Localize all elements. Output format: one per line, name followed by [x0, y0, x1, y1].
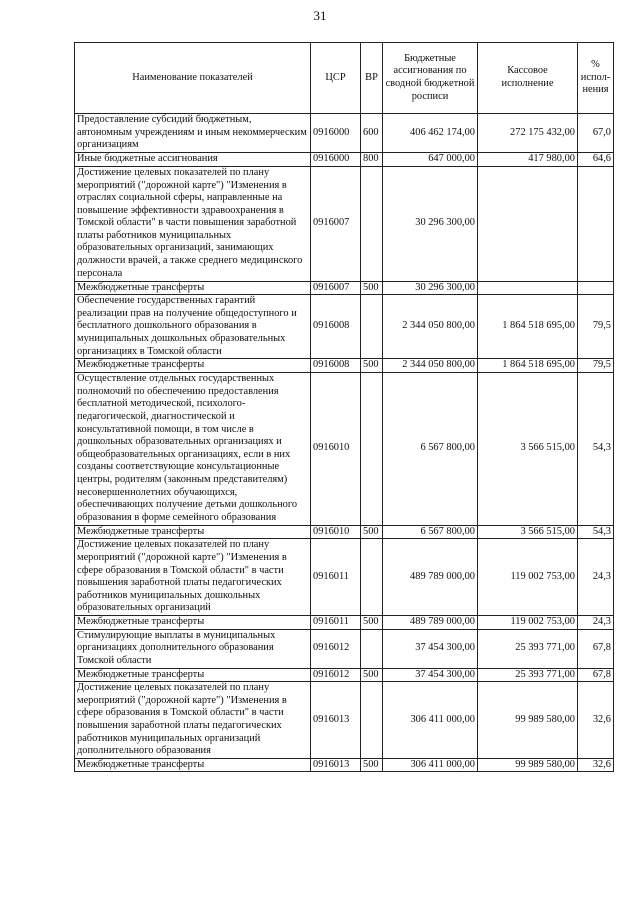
row-name: Иные бюджетные ассигнования — [75, 153, 311, 167]
table-row — [75, 629, 614, 668]
row-percent: 24,3 — [578, 539, 614, 616]
row-budget: 306 411 000,00 — [383, 758, 478, 772]
row-cash: 99 989 580,00 — [478, 758, 578, 772]
row-name: Достижение целевых показателей по плану мероприятий ("дорожной карте") "Изменения в сфере образования в Томской области" в части повышения заработной платы педагогических работников муниципальных дошкольных образовательных организаций — [75, 539, 311, 616]
row-name: Межбюджетные трансферты — [75, 668, 311, 682]
row-vr: 500 — [361, 525, 383, 539]
row-vr: 500 — [361, 758, 383, 772]
row-cash: 272 175 432,00 — [478, 114, 578, 153]
row-budget: 30 296 300,00 — [383, 166, 478, 281]
row-csr: 0916007 — [311, 166, 361, 281]
table-row — [75, 166, 614, 281]
row-name: Достижение целевых показателей по плану мероприятий ("дорожной карте") "Изменения в сфере образования в Томской области" в части повышения заработной платы педагогических работников муниципальных организаций дополнительного образования — [75, 682, 311, 759]
row-budget: 2 344 050 800,00 — [383, 359, 478, 373]
row-name: Межбюджетные трансферты — [75, 615, 311, 629]
row-cash — [478, 166, 578, 281]
table-header-row — [75, 43, 614, 114]
row-cash: 3 566 515,00 — [478, 372, 578, 525]
row-cash: 119 002 753,00 — [478, 539, 578, 616]
row-cash: 25 393 771,00 — [478, 629, 578, 668]
row-vr: 500 — [361, 615, 383, 629]
row-csr: 0916010 — [311, 525, 361, 539]
row-vr — [361, 372, 383, 525]
row-csr: 0916007 — [311, 281, 361, 295]
table-row — [75, 615, 614, 629]
header-csr: ЦСР — [311, 43, 361, 114]
row-percent: 24,3 — [578, 615, 614, 629]
row-name: Стимулирующие выплаты в муниципальных организациях дополнительного образования Томской области — [75, 629, 311, 668]
row-cash: 1 864 518 695,00 — [478, 359, 578, 373]
row-vr — [361, 539, 383, 616]
row-budget: 406 462 174,00 — [383, 114, 478, 153]
row-budget: 37 454 300,00 — [383, 629, 478, 668]
row-percent: 54,3 — [578, 372, 614, 525]
row-name: Межбюджетные трансферты — [75, 281, 311, 295]
table-row — [75, 281, 614, 295]
table-row — [75, 359, 614, 373]
table-row — [75, 539, 614, 616]
row-budget: 489 789 000,00 — [383, 615, 478, 629]
table-row — [75, 295, 614, 359]
header-percent: % испол-нения — [578, 43, 614, 114]
row-csr: 0916013 — [311, 682, 361, 759]
row-budget: 6 567 800,00 — [383, 525, 478, 539]
row-csr: 0916011 — [311, 615, 361, 629]
row-cash: 25 393 771,00 — [478, 668, 578, 682]
budget-execution-table — [74, 42, 614, 772]
row-csr: 0916012 — [311, 668, 361, 682]
row-name: Межбюджетные трансферты — [75, 525, 311, 539]
row-cash: 417 980,00 — [478, 153, 578, 167]
row-csr: 0916013 — [311, 758, 361, 772]
row-percent — [578, 281, 614, 295]
row-csr: 0916010 — [311, 372, 361, 525]
row-cash: 1 864 518 695,00 — [478, 295, 578, 359]
row-budget: 30 296 300,00 — [383, 281, 478, 295]
row-csr: 0916011 — [311, 539, 361, 616]
row-cash: 3 566 515,00 — [478, 525, 578, 539]
row-budget: 306 411 000,00 — [383, 682, 478, 759]
table-row — [75, 525, 614, 539]
header-vr: ВР — [361, 43, 383, 114]
row-budget: 489 789 000,00 — [383, 539, 478, 616]
row-percent — [578, 166, 614, 281]
row-percent: 54,3 — [578, 525, 614, 539]
row-vr: 800 — [361, 153, 383, 167]
row-percent: 67,8 — [578, 668, 614, 682]
row-budget: 6 567 800,00 — [383, 372, 478, 525]
row-name: Осуществление отдельных государственных полномочий по обеспечению предоставления бесплатной методической, психолого-педагогической, диагностической и консультативной помощи, в том числе в дошкольных образовательных организациях и общеобразовательных организациях, если в них созданы соответствующие консультационные центры, родителям (законным представителям) несовершеннолетних обучающихся, обеспечивающих получение детьми дошкольного образования в форме семейного образования — [75, 372, 311, 525]
row-vr: 500 — [361, 668, 383, 682]
row-percent: 79,5 — [578, 295, 614, 359]
row-vr — [361, 629, 383, 668]
table-row — [75, 153, 614, 167]
row-name: Межбюджетные трансферты — [75, 359, 311, 373]
row-csr: 0916008 — [311, 359, 361, 373]
table-row — [75, 758, 614, 772]
row-budget: 647 000,00 — [383, 153, 478, 167]
row-cash: 119 002 753,00 — [478, 615, 578, 629]
row-vr — [361, 295, 383, 359]
row-name: Обеспечение государственных гарантий реализации прав на получение общедоступного и бесплатного дошкольного образования в муниципальных дошкольных образовательных организациях в Томской области — [75, 295, 311, 359]
row-cash — [478, 281, 578, 295]
page-number: 31 — [313, 8, 327, 23]
row-cash: 99 989 580,00 — [478, 682, 578, 759]
row-name: Межбюджетные трансферты — [75, 758, 311, 772]
table-row — [75, 668, 614, 682]
row-csr: 0916000 — [311, 114, 361, 153]
table-row — [75, 372, 614, 525]
row-vr: 600 — [361, 114, 383, 153]
table-row — [75, 114, 614, 153]
row-name: Достижение целевых показателей по плану мероприятий ("дорожной карте") "Изменения в отраслях социальной сферы, направленные на повышение эффективности здравоохранения в Томской области" в части повышения заработной платы работников муниципальных образовательных организаций, занимающих должности врачей, а также среднего медицинского персонала — [75, 166, 311, 281]
row-percent: 32,6 — [578, 758, 614, 772]
row-csr: 0916008 — [311, 295, 361, 359]
row-budget: 37 454 300,00 — [383, 668, 478, 682]
row-vr: 500 — [361, 281, 383, 295]
row-csr: 0916000 — [311, 153, 361, 167]
row-name: Предоставление субсидий бюджетным, автономным учреждениям и иным некоммерческим организациям — [75, 114, 311, 153]
row-vr — [361, 682, 383, 759]
row-budget: 2 344 050 800,00 — [383, 295, 478, 359]
row-vr: 500 — [361, 359, 383, 373]
table-row — [75, 682, 614, 759]
header-budget: Бюджетные ассигнования по сводной бюджетной росписи — [383, 43, 478, 114]
row-percent: 64,6 — [578, 153, 614, 167]
row-percent: 67,8 — [578, 629, 614, 668]
row-vr — [361, 166, 383, 281]
row-csr: 0916012 — [311, 629, 361, 668]
row-percent: 79,5 — [578, 359, 614, 373]
row-percent: 67,0 — [578, 114, 614, 153]
header-name: Наименование показателей — [75, 43, 311, 114]
row-percent: 32,6 — [578, 682, 614, 759]
header-cash: Кассовое исполнение — [478, 43, 578, 114]
